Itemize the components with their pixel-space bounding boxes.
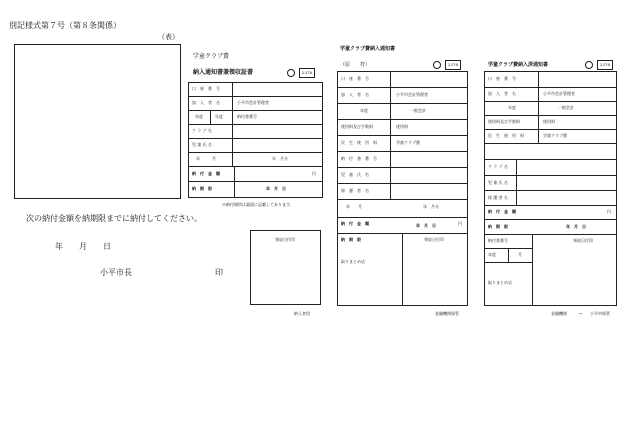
front-label: （表） — [158, 33, 179, 41]
arrow-right-icon: → — [579, 311, 583, 316]
p1-note: ※納付場所は裏面に記載してあります。 — [222, 202, 294, 207]
p3-footer-left: 金融機関 — [551, 311, 567, 316]
p2-account-name: 小平市会計管理者 — [396, 92, 428, 97]
p2-date-right: 年 月分 — [423, 204, 439, 209]
circle-mark-icon — [585, 61, 593, 69]
p1-row-year-a: 年度 — [195, 114, 203, 119]
panel3-title: 学童クラブ費納入済通知書 — [488, 62, 549, 68]
notice-date: 年 月 日 — [55, 242, 111, 251]
circle-mark-icon — [433, 61, 441, 69]
p3-row-child: 児 童 氏 名 — [488, 180, 508, 185]
p3-row-fee-val: 使用料 — [543, 119, 555, 124]
p2-bottom-left: 取りまとめ店 — [341, 259, 365, 264]
panel3-code: 2378 — [597, 60, 613, 70]
p2-row-fee: 使用料及び手数料 — [341, 124, 373, 129]
p3-account-name: 小平市会計管理者 — [543, 91, 575, 96]
p2-row-account: 口 座 番 号 — [341, 76, 369, 81]
p3-year-label: 年度 — [488, 252, 496, 257]
p3-row-year: 年度 — [508, 105, 516, 110]
stamp1-footer: 納入者用 — [294, 311, 310, 316]
panel2-subtitle: （原 符） — [340, 62, 371, 68]
p3-row-club: ク ラ ブ 名 — [488, 164, 508, 169]
p3-row-welfare-val: 学童クラブ費 — [543, 133, 567, 138]
p1-row-payee: 加 入 者 名 — [192, 100, 220, 105]
p3-month-label: 月 — [518, 252, 522, 257]
p3-deadline-value: 年 月 日 — [566, 224, 586, 229]
p3-deadline-label: 納 期 限 — [488, 224, 508, 229]
p2-row-welfare: 民 生 使 用 料 — [341, 140, 377, 145]
p2-yen: 円 — [458, 221, 462, 226]
p1-deadline-value: 年 月 日 — [266, 186, 286, 191]
panel2-title: 学童クラブ費納入通知書 — [340, 46, 396, 52]
p1-yen: 円 — [312, 171, 316, 176]
p1-deadline-label: 納 期 限 — [192, 186, 212, 191]
p3-bottom-left: 取りまとめ店 — [488, 280, 512, 285]
p3-amount-label: 納 付 金 額 — [488, 209, 516, 214]
panel1-code: 2378 — [299, 68, 315, 78]
p2-footer: 金融機関保管 — [435, 311, 459, 316]
p3-slip-no: 納付書番号 — [488, 238, 508, 243]
p3-row-payee: 加 入 者 名 — [488, 91, 516, 96]
p3-row-guardian: 保 護 者 名 — [488, 195, 508, 200]
p2-row-year: 年度 — [360, 108, 368, 113]
p3-row-account: 口 座 番 号 — [488, 76, 516, 81]
panel3-table — [484, 71, 617, 306]
notice-message: 次の納付金額を納期限までに納付してください。 — [26, 214, 202, 223]
p1-row-club: ク ラ ブ 名 — [192, 128, 212, 133]
p1-amount-label: 納 付 金 額 — [192, 171, 220, 176]
p1-date-left: 年 月 — [196, 156, 216, 161]
stamp1-label: 領収日付印 — [275, 237, 295, 242]
p3-stamp: 領収日付印 — [573, 238, 593, 243]
p2-row-general: 一般会計 — [410, 108, 426, 113]
p3-row-fee: 使用料及び手数料 — [488, 119, 520, 124]
circle-mark-icon — [287, 69, 295, 77]
p2-row-guardian: 保 護 者 名 — [341, 188, 369, 193]
address-window — [14, 44, 181, 199]
p3-row-welfare: 民 生 使 用 料 — [488, 133, 524, 138]
p2-deadline-value: 年 月 日 — [416, 223, 436, 228]
seal-mark: 印 — [215, 268, 223, 277]
p3-yen: 円 — [607, 209, 611, 214]
p2-stamp: 領収日付印 — [424, 237, 444, 242]
panel1-subtitle: 納入通知書兼領収証書 — [193, 69, 254, 76]
panel1-title: 学童クラブ費 — [193, 53, 230, 60]
p1-row-account: 口 座 番 号 — [192, 86, 220, 91]
mayor-name: 小平市長 — [100, 268, 132, 277]
p2-deadline-label: 納 期 限 — [341, 237, 361, 242]
p2-amount-label: 納 付 金 額 — [341, 221, 369, 226]
p2-date-left: 年 月 — [346, 204, 362, 209]
p3-row-general: 一般会計 — [558, 105, 574, 110]
p2-row-welfare-val: 学童クラブ費 — [396, 140, 420, 145]
p2-row-slip: 納 付 書 番 号 — [341, 156, 377, 161]
form-number: 別記様式第７号（第８条関係） — [9, 21, 121, 30]
panel2-code: 2378 — [445, 60, 461, 70]
p3-footer-right: 小平市保管 — [590, 311, 610, 316]
p2-row-fee-val: 使用料 — [396, 124, 408, 129]
p1-row-slip: 納付書番号 — [237, 114, 257, 119]
p2-row-payee: 加 入 者 名 — [341, 92, 369, 97]
p1-date-right: 年 月分 — [272, 156, 288, 161]
p1-account-name: 小平市会計管理者 — [237, 100, 269, 105]
p1-row-year-b: 年度 — [215, 114, 223, 119]
p1-row-child: 児 童 氏 名 — [192, 142, 212, 147]
p2-row-child: 児 童 氏 名 — [341, 172, 369, 177]
